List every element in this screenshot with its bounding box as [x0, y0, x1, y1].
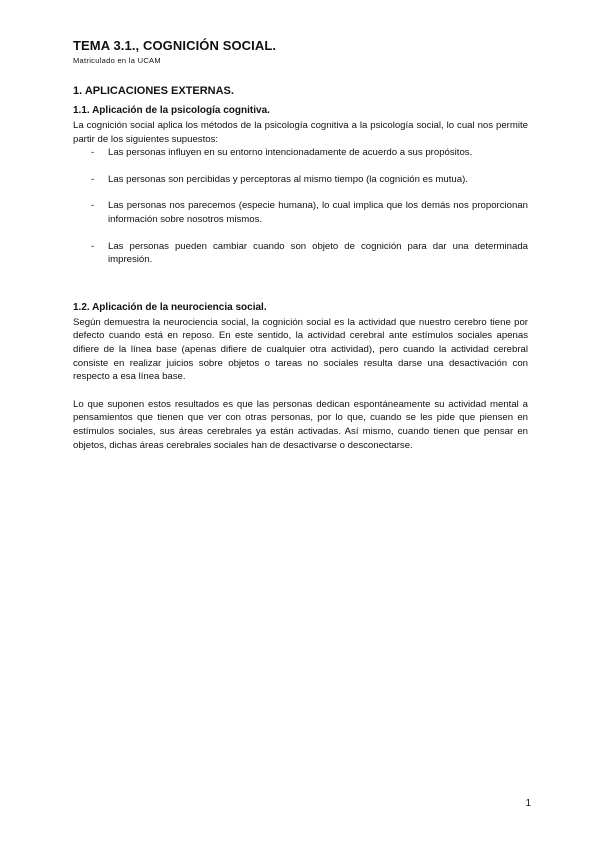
list-item-text: Las personas pueden cambiar cuando son objeto de cognición para dar una determinada impresión.	[108, 240, 528, 266]
document-subtitle: Matriculado en la UCAM	[73, 56, 161, 65]
bullet-dash: -	[91, 240, 95, 252]
list-item	[73, 240, 528, 267]
subsection-2-paragraph-1: Según demuestra la neurociencia social, la cognición social es la actividad que nuestro cerebro tiene por defecto cuando está en reposo. En este sentido, la actividad cerebral ante estímulos sociales apenas difiere de la línea base (apenas difiere de cualquier otra actividad), pero cuando la actividad cerebral consiste en realizar juicios sobre objetos o tareas no sociales resulta darse una desactivación con respecto a esa línea base.	[73, 316, 528, 383]
assumptions-list	[73, 146, 528, 267]
bullet-dash: -	[91, 200, 95, 212]
list-item	[73, 199, 528, 226]
bullet-dash: -	[91, 147, 95, 159]
list-item-text: Las personas son percibidas y perceptoras al mismo tiempo (la cognición es mutua).	[108, 173, 468, 185]
section-heading: 1. APLICACIONES EXTERNAS.	[73, 85, 234, 97]
subsection-2-paragraph-2: Lo que suponen estos resultados es que las personas dedican espontáneamente su actividad mental a pensamientos que tienen que ver con otras personas, por lo que, cuando se les pide que piensen en estímulos sociales, sus áreas cerebrales ya están activadas. Así mismo, cuando tienen que pensar en objetos, dichas áreas cerebrales sociales han de desactivarse o desconectarse.	[73, 398, 528, 451]
document-title: TEMA 3.1., COGNICIÓN SOCIAL.	[73, 38, 277, 53]
list-item	[73, 173, 528, 187]
subsection-1-heading: 1.1. Aplicación de la psicología cognitiva.	[73, 105, 270, 116]
page-content	[73, 38, 528, 452]
bullet-dash: -	[91, 173, 95, 185]
list-item-text: Las personas influyen en su entorno intencionadamente de acuerdo a sus propósitos.	[108, 147, 473, 159]
list-item	[73, 146, 528, 160]
list-item-text: Las personas nos parecemos (especie humana), lo cual implica que los demás nos proporcionan información sobre nosotros mismos.	[108, 200, 528, 225]
page-number: 1	[525, 798, 531, 809]
subsection-1-intro: La cognición social aplica los métodos de la psicología cognitiva a la psicología social, lo cual nos permite partir de los siguientes supuestos:	[73, 120, 528, 145]
subsection-2-heading: 1.2. Aplicación de la neurociencia social.	[73, 301, 267, 313]
